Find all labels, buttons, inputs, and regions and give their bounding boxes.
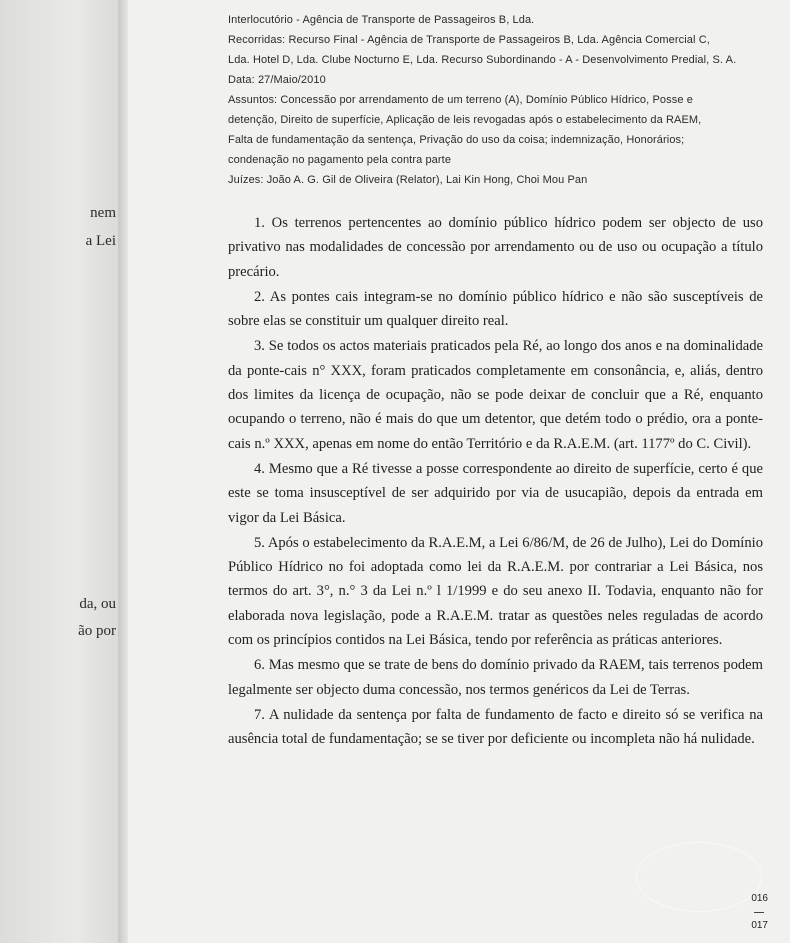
right-page <box>128 0 790 943</box>
meta-line: Assuntos: Concessão por arrendamento de um terreno (A), Domínio Público Hídrico, Posse e <box>228 94 693 106</box>
left-page-fragment: a Lei <box>85 233 116 249</box>
summary-body <box>228 211 763 753</box>
left-page-fragment: nem <box>90 205 116 221</box>
meta-line: condenação no pagamento pela contra parte <box>228 154 452 166</box>
meta-line: Falta de fundamentação da sentença, Privação do uso da coisa; indemnização, Honorários; <box>228 134 685 146</box>
summary-paragraph: 3. Se todos os actos materiais praticados pela Ré, ao longo dos anos e na dominalidade da ponte-cais n° XXX, foram praticados completamente em consonância, e, aliás, dentro dos limites da licença de ocupação, não se pode deixar de concluir que a Ré, enquanto ocupando o terreno, não é mais do que um detentor, que detém todo o prédio, ora a ponte-cais n.º XXX, apenas em nome do então Território e da R.A.E.M. (art. 1177º do C. Civil). <box>228 338 763 452</box>
summary-paragraph: 5. Após o estabelecimento da R.A.E.M, a Lei 6/86/M, de 26 de Julho), Lei do Domínio Público Hídrico no foi adoptada como lei da R.A.E.M. por contrariar a Lei Básica, nos termos do art. 3°, n.° 3 da Lei n.º l 1/1999 e do seu anexo II. Todavia, enquanto não for elaborada nova legislação, pode a R.A.E.M. tratar as questões neles reguladas de acordo com os princípios contidos na Lei Básica, tendo por referência as práticas anteriores. <box>228 534 763 649</box>
left-page <box>0 0 124 943</box>
meta-line: Lda. Hotel D, Lda. Clube Nocturno E, Lda. Recurso Subordinando - A - Desenvolvimento Predial, S. A. <box>228 54 737 66</box>
watermark-stamp <box>636 842 762 912</box>
page-number-divider <box>754 912 764 913</box>
page-number: 017 <box>751 920 768 931</box>
summary-paragraph: 1. Os terrenos pertencentes ao domínio público hídrico podem ser objecto de uso privativo nas modalidades de concessão por arrendamento ou de uso ou ocupação a título precário. <box>228 215 763 280</box>
summary-paragraph: 7. A nulidade da sentença por falta de fundamento de facto e direito só se verifica na ausência total de fundamentação; se se tiver por deficiente ou incompleta não há nulidade. <box>228 706 763 748</box>
meta-line: Recorridas: Recurso Final - Agência de Transporte de Passageiros B, Lda. Agência Comercial C, <box>228 34 710 46</box>
summary-paragraph: 6. Mas mesmo que se trate de bens do domínio privado da RAEM, tais terrenos podem legalmente ser objecto duma concessão, nos termos genéricos da Lei de Terras. <box>228 657 763 698</box>
meta-line: Interlocutório - Agência de Transporte de Passageiros B, Lda. <box>228 14 535 26</box>
meta-line: Juízes: João A. G. Gil de Oliveira (Relator), Lai Kin Hong, Choi Mou Pan <box>228 174 588 186</box>
case-metadata <box>228 10 773 190</box>
meta-line: detenção, Direito de superfície, Aplicação de leis revogadas após o estabelecimento da RAEM, <box>228 114 702 126</box>
meta-line: Data: 27/Maio/2010 <box>228 74 326 86</box>
left-page-fragment: da, ou <box>79 596 116 612</box>
summary-paragraph: 4. Mesmo que a Ré tivesse a posse correspondente ao direito de superfície, certo é que este se toma insusceptível de ser adquirido por via de usucapião, depois da entrada em vigor da Lei Básica. <box>228 460 763 526</box>
summary-paragraph: 2. As pontes cais integram-se no domínio público hídrico e não são susceptíveis de sobre elas se constituir um qualquer direito real. <box>228 288 763 330</box>
page-number: 016 <box>751 893 768 904</box>
left-page-fragment: ão por <box>78 623 116 639</box>
